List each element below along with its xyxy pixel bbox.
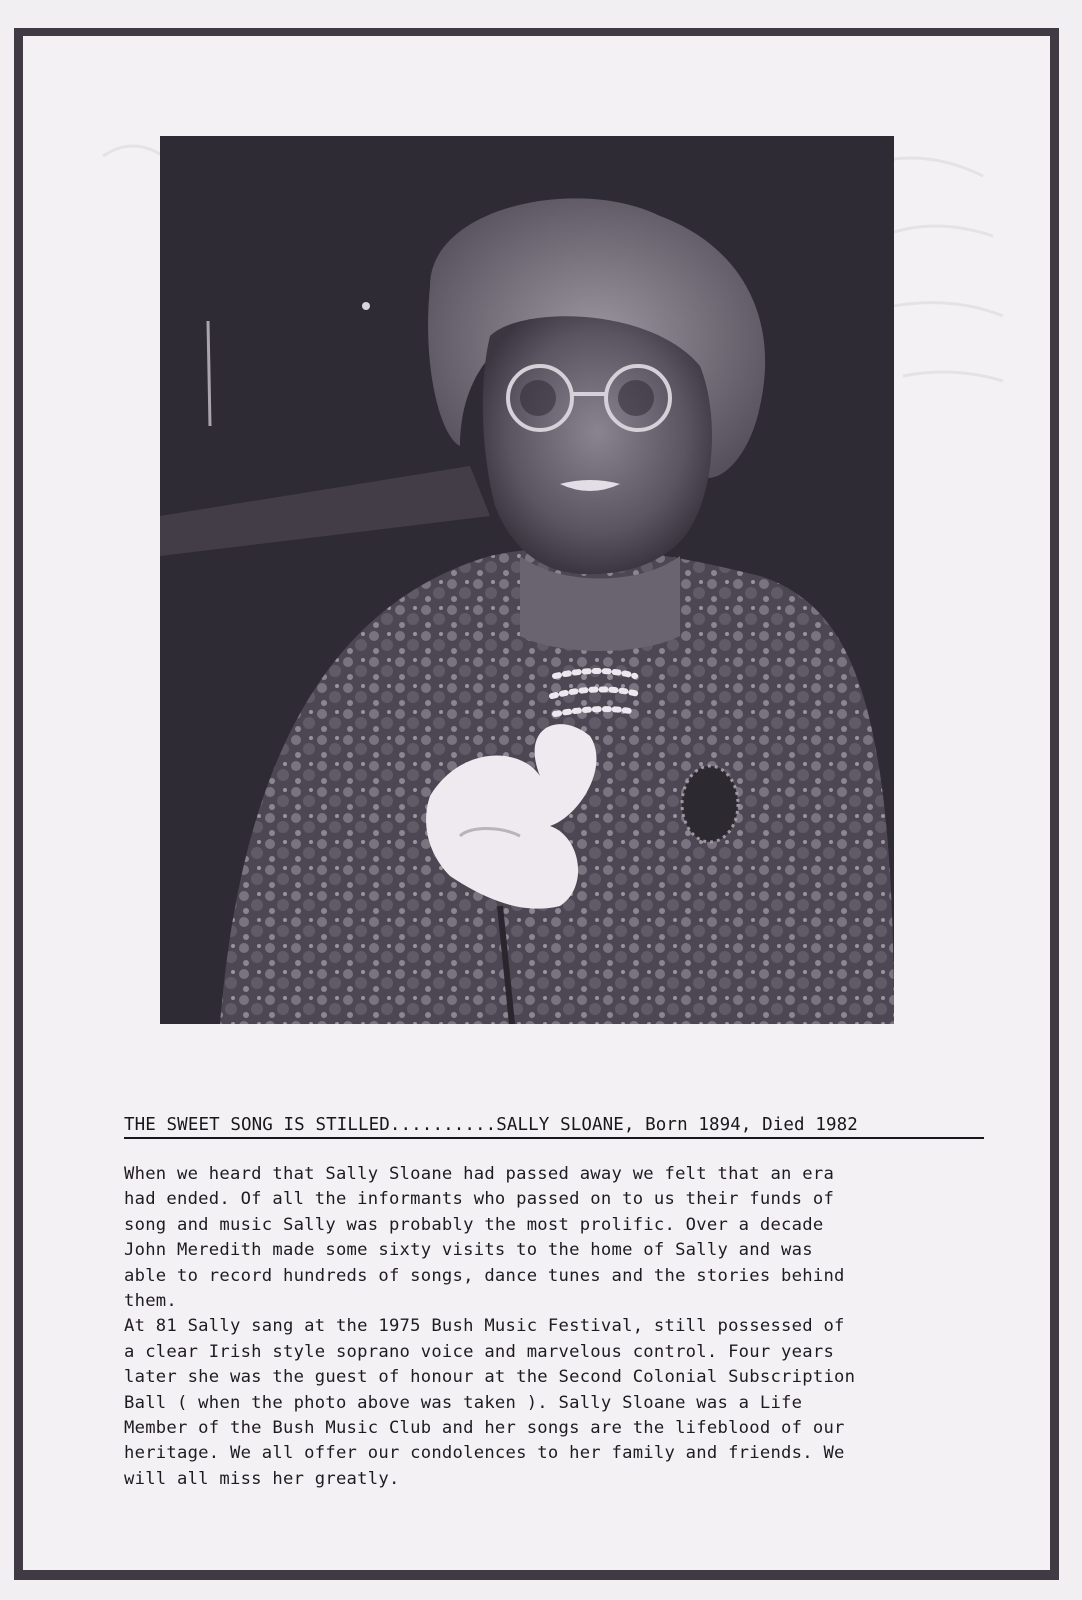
article-body: When we heard that Sally Sloane had passed away we felt that an era had ended. Of all the informants who passed on to us their funds of song and music Sally was probably the most prolific. Over a decade John Meredith made some sixty visits to the home of Sally and was able to record hundreds of songs, dance tunes and the stories behind them. At 81 Sally sang at the 1975 Bush Music Festival, still possessed of a clear Irish style soprano voice and marvelous control. Four years later she was the guest of honour at the Second Colonial Subscription Ball ( when the photo above was taken ). Sally Sloane was a Life Member of the Bush Music Club and her songs are the lifeblood of our heritage. We all offer our condolences to her family and friends. We will all miss her greatly. [124, 1164, 856, 1489]
portrait-image [160, 136, 894, 1024]
portrait-photo [160, 136, 894, 1024]
article-headline: THE SWEET SONG IS STILLED..........SALLY SLOANE, Born 1894, Died 1982 [124, 1114, 984, 1139]
